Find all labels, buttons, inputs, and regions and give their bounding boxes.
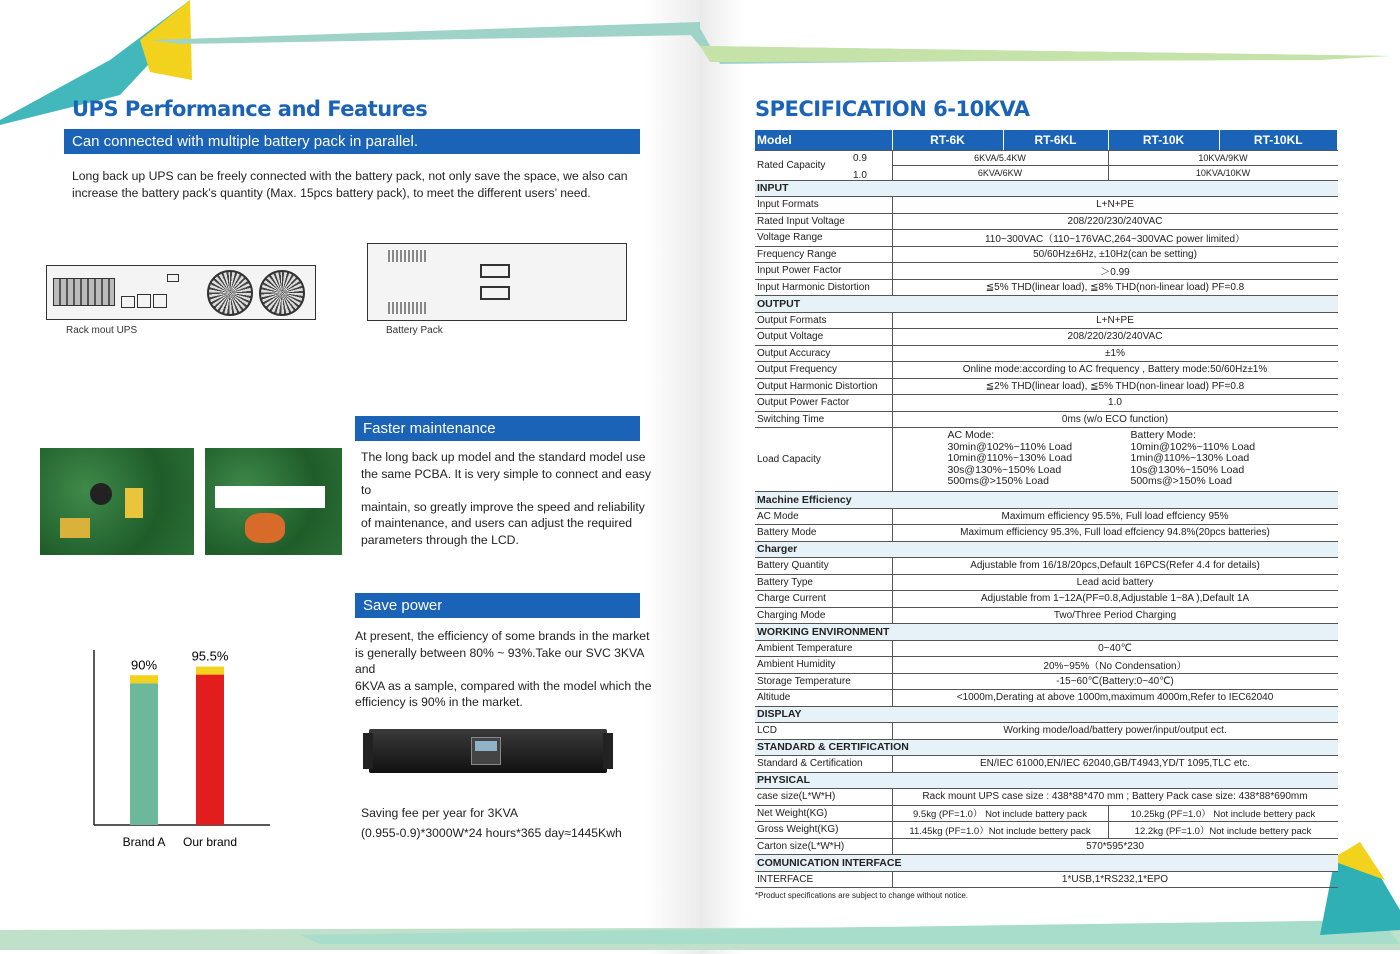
row-label: Battery Mode [755,525,892,542]
section-display [755,706,1338,723]
specification-table [755,130,1338,900]
row-label: Switching Time [755,411,892,428]
section-comm [755,855,1338,872]
row-value: 1*USB,1*RS232,1*EPO [892,871,1338,888]
row-value: 50/60Hz±6Hz, ±10Hz(can be setting) [892,246,1338,263]
section-efficiency [755,492,1338,509]
section-physical [755,772,1338,789]
gross-weight-row [755,822,1338,839]
row-label: Output Harmonic Distortion [755,378,892,395]
row-value: ±1% [892,345,1338,362]
data-label: 90% [130,657,158,673]
case-size-row [755,789,1338,806]
section-environment [755,624,1338,641]
spec-row [755,508,1338,525]
row-value: Working mode/load/battery power/input/output ect. [892,723,1338,740]
net-weight-row [755,805,1338,822]
row-label: Battery Type [755,574,892,591]
row-value: 1.0 [892,395,1338,412]
row-value: 20%~95%（No Condensation） [892,657,1338,674]
text-line: of maintenance, and users can adjust the required [361,516,633,530]
row-label: Storage Temperature [755,673,892,690]
rated-capacity-label: Rated Capacity [757,159,826,171]
text-line: Long back up UPS can be freely connected with the battery pack, not only save the space, we also can [72,169,628,183]
row-value: ≦5% THD(linear load), ≦8% THD(non-linear load) PF=0.8 [892,279,1338,296]
bar-cap [130,675,158,683]
save-power-description [355,628,655,711]
pf-1-0: 1.0 [853,169,867,181]
spec-row [755,591,1338,608]
spec-row [755,246,1338,263]
row-value: Adjustable from 16/18/20pcs,Default 16PCS(Refer 4.4 for details) [892,558,1338,575]
row-label: Output Voltage [755,329,892,346]
row-label: Altitude [755,690,892,707]
rated-capacity-cell [755,150,892,180]
text-line: the same PCBA. It is very simple to connect and easy to [361,466,651,497]
row-label: Voltage Range [755,230,892,247]
efficiency-chart [80,640,280,860]
pcb-photo-1 [40,448,194,555]
row-label: Input Harmonic Distortion [755,279,892,296]
text-line: efficiency is 90% in the market. [355,695,523,709]
row-label: Frequency Range [755,246,892,263]
text-line: Saving fee per year for 3KVA [361,806,518,820]
section-label: STANDARD & CERTIFICATION [755,739,1338,756]
ac-mode-title: AC Mode: [947,429,995,441]
row-value: 208/220/230/240VAC [892,329,1338,346]
battery-mode-line: 500ms@>150% Load [1130,475,1232,487]
row-label: Ambient Temperature [755,640,892,657]
pcb-photo-2 [205,448,342,555]
spec-row [755,607,1338,624]
section-label: DISPLAY [755,706,1338,723]
row-value: 0ms (w/o ECO function) [892,411,1338,428]
spec-row [755,673,1338,690]
row-value: 208/220/230/240VAC [892,213,1338,230]
row-value: Two/Three Period Charging [892,607,1338,624]
section-charger [755,541,1338,558]
caption-battery-pack: Battery Pack [386,325,443,336]
row-value: -15~60℃(Battery:0~40℃) [892,673,1338,690]
battery-pack-image [367,243,627,321]
spec-row [755,723,1338,740]
model-rt-6kl: RT-6KL [1003,130,1108,150]
bar-our-brand [196,675,224,825]
section-bar-parallel: Can connected with multiple battery pack in parallel. [64,129,640,154]
row-label: Charging Mode [755,607,892,624]
ac-mode-line: 30min@102%~110% Load [947,440,1073,453]
load-capacity-value [892,428,1338,492]
maintenance-description [361,449,661,548]
pf-0-9: 0.9 [853,152,867,164]
caption-rack-ups: Rack mout UPS [66,325,138,336]
model-rt-10k: RT-10K [1108,130,1219,150]
page-title: UPS Performance and Features [72,97,428,121]
spec-row [755,871,1338,888]
bar-brand-a [130,683,158,825]
model-header-row [755,130,1338,150]
row-value: ＞0.99 [892,263,1338,280]
spec-row [755,640,1338,657]
spec-row [755,525,1338,542]
row-label: INTERFACE [755,871,892,888]
row-value: L+N+PE [892,312,1338,329]
row-value: 570*595*230 [892,838,1338,855]
rated-6k-pf09: 6KVA/5.4KW [892,150,1108,165]
section-label: Machine Efficiency [755,492,1338,509]
row-label: Battery Quantity [755,558,892,575]
ac-mode-block [948,430,1073,488]
text-line: The long back up model and the standard model use [361,450,646,464]
section-bar-save-power: Save power [355,593,640,618]
text-line: (0.955-0.9)*3000W*24 hours*365 day≈1445Kwh [361,826,622,840]
text-line: parameters through the LCD. [361,532,519,547]
row-value: 110~300VAC（110~176VAC,264~300VAC power limited） [892,230,1338,247]
row-label: Output Formats [755,312,892,329]
spec-row [755,279,1338,296]
text-line: is generally between 80% ~ 93%.Take our SVC 3KVA and [355,645,644,676]
row-label: Input Formats [755,197,892,214]
row-label: Standard & Certification [755,756,892,773]
rated-10k-pf09: 10KVA/9KW [1108,150,1338,165]
row-label: Net Weight(KG) [755,805,892,822]
spec-row [755,395,1338,412]
row-value: ≦2% THD(linear load), ≦5% THD(non-linear load) PF=0.8 [892,378,1338,395]
footnote: *Product specifications are subject to change without notice. [755,891,969,900]
row-label: Rated Input Voltage [755,213,892,230]
battery-mode-title: Battery Mode: [1130,429,1196,441]
row-value: L+N+PE [892,197,1338,214]
battery-mode-line: 1min@110%~130% Load [1130,452,1250,464]
spec-row [755,263,1338,280]
category-label: Brand A [122,835,166,849]
spec-row [755,213,1338,230]
text-line: 6KVA as a sample, compared with the model which the [355,678,652,693]
text-line: At present, the efficiency of some brands in the market [355,629,650,643]
row-label: case size(L*W*H) [755,789,892,806]
text-line: maintain, so greatly improve the speed and reliability [361,499,645,514]
section-label: INPUT [755,180,1338,197]
battery-mode-line: 10min@102%~110% Load [1130,440,1256,453]
row-value: EN/IEC 61000,EN/IEC 62040,GB/T4943,YD/T 1095,TLC etc. [892,756,1338,773]
row-label: Carton size(L*W*H) [755,838,892,855]
load-capacity-row [755,428,1338,492]
spec-row [755,345,1338,362]
row-value: Adjustable from 1~12A(PF=0.8,Adjustable 1~8A ),Default 1A [892,591,1338,608]
model-rt-6k: RT-6K [892,130,1003,150]
row-label: Output Frequency [755,362,892,379]
rated-capacity-row [755,150,1338,165]
row-label: Gross Weight(KG) [755,822,892,839]
row-value: Online mode:according to AC frequency , Battery mode:50/60Hz±1% [892,362,1338,379]
text-line: increase the battery pack’s quantity (Max. 15pcs battery pack), to meet the different users’ need. [72,185,591,200]
row-value: 11.45kg (PF=1.0）Not include bettery pack [892,822,1108,839]
row-label: Input Power Factor [755,263,892,280]
ac-mode-line: 30s@130%~150% Load [947,463,1062,476]
section-output [755,296,1338,313]
row-label: Output Power Factor [755,395,892,412]
section-cert [755,739,1338,756]
spec-row [755,657,1338,674]
row-value: Lead acid battery [892,574,1338,591]
spec-title: SPECIFICATION 6-10KVA [755,97,1030,121]
section-bar-maintenance: Faster maintenance [355,416,640,441]
carton-size-row [755,838,1338,855]
spec-row [755,756,1338,773]
row-label: Charge Current [755,591,892,608]
data-label: 95.5% [191,648,229,664]
row-value: Maximum efficiency 95.3%, Full load effciency 94.8%(20pcs batteries) [892,525,1338,542]
spec-row [755,312,1338,329]
section-label: OUTPUT [755,296,1338,313]
rack-ups-image [46,265,316,320]
spec-row [755,362,1338,379]
spec-row [755,690,1338,707]
row-value: 0~40℃ [892,640,1338,657]
row-value: Rack mount UPS case size : 438*88*470 mm ; Battery Pack case size: 438*88*690mm [892,789,1338,806]
spec-row [755,230,1338,247]
section-label: PHYSICAL [755,772,1338,789]
row-value: 9.5kg (PF=1.0） Not include battery pack [892,805,1108,822]
battery-mode-line: 10s@130%~150% Load [1130,463,1245,476]
row-value: 10.25kg (PF=1.0） Not include bettery pack [1108,805,1338,822]
row-label: LCD [755,723,892,740]
row-value: <1000m,Derating at above 1000m,maximum 4000m,Refer to IEC62040 [892,690,1338,707]
row-value: 12.2kg (PF=1.0）Not include bettery pack [1108,822,1338,839]
spec-row [755,329,1338,346]
spec-row [755,574,1338,591]
load-capacity-label: Load Capacity [755,428,892,492]
ups-product-image [369,729,607,773]
section-label: COMUNICATION INTERFACE [755,855,1338,872]
section-input [755,180,1338,197]
bar-cap [196,667,224,675]
model-label: Model [755,130,892,150]
row-label: AC Mode [755,508,892,525]
category-label: Our brand [182,835,238,849]
section-label: WORKING ENVIRONMENT [755,624,1338,641]
saving-fee-text [361,803,681,843]
spec-row [755,558,1338,575]
row-label: Ambient Humidity [755,657,892,674]
rated-6k-pf10: 6KVA/6KW [892,165,1108,180]
spec-row [755,197,1338,214]
battery-mode-block [1131,430,1256,488]
ac-mode-line: 10min@110%~130% Load [947,452,1073,464]
ac-mode-line: 500ms@>150% Load [947,475,1049,487]
model-rt-10kl: RT-10KL [1219,130,1338,150]
section-label: Charger [755,541,1338,558]
row-label: Output Accuracy [755,345,892,362]
spec-row [755,378,1338,395]
rated-10k-pf10: 10KVA/10KW [1108,165,1338,180]
parallel-description [72,168,672,201]
spec-row [755,411,1338,428]
row-value: Maximum efficiency 95.5%, Full load effciency 95% [892,508,1338,525]
